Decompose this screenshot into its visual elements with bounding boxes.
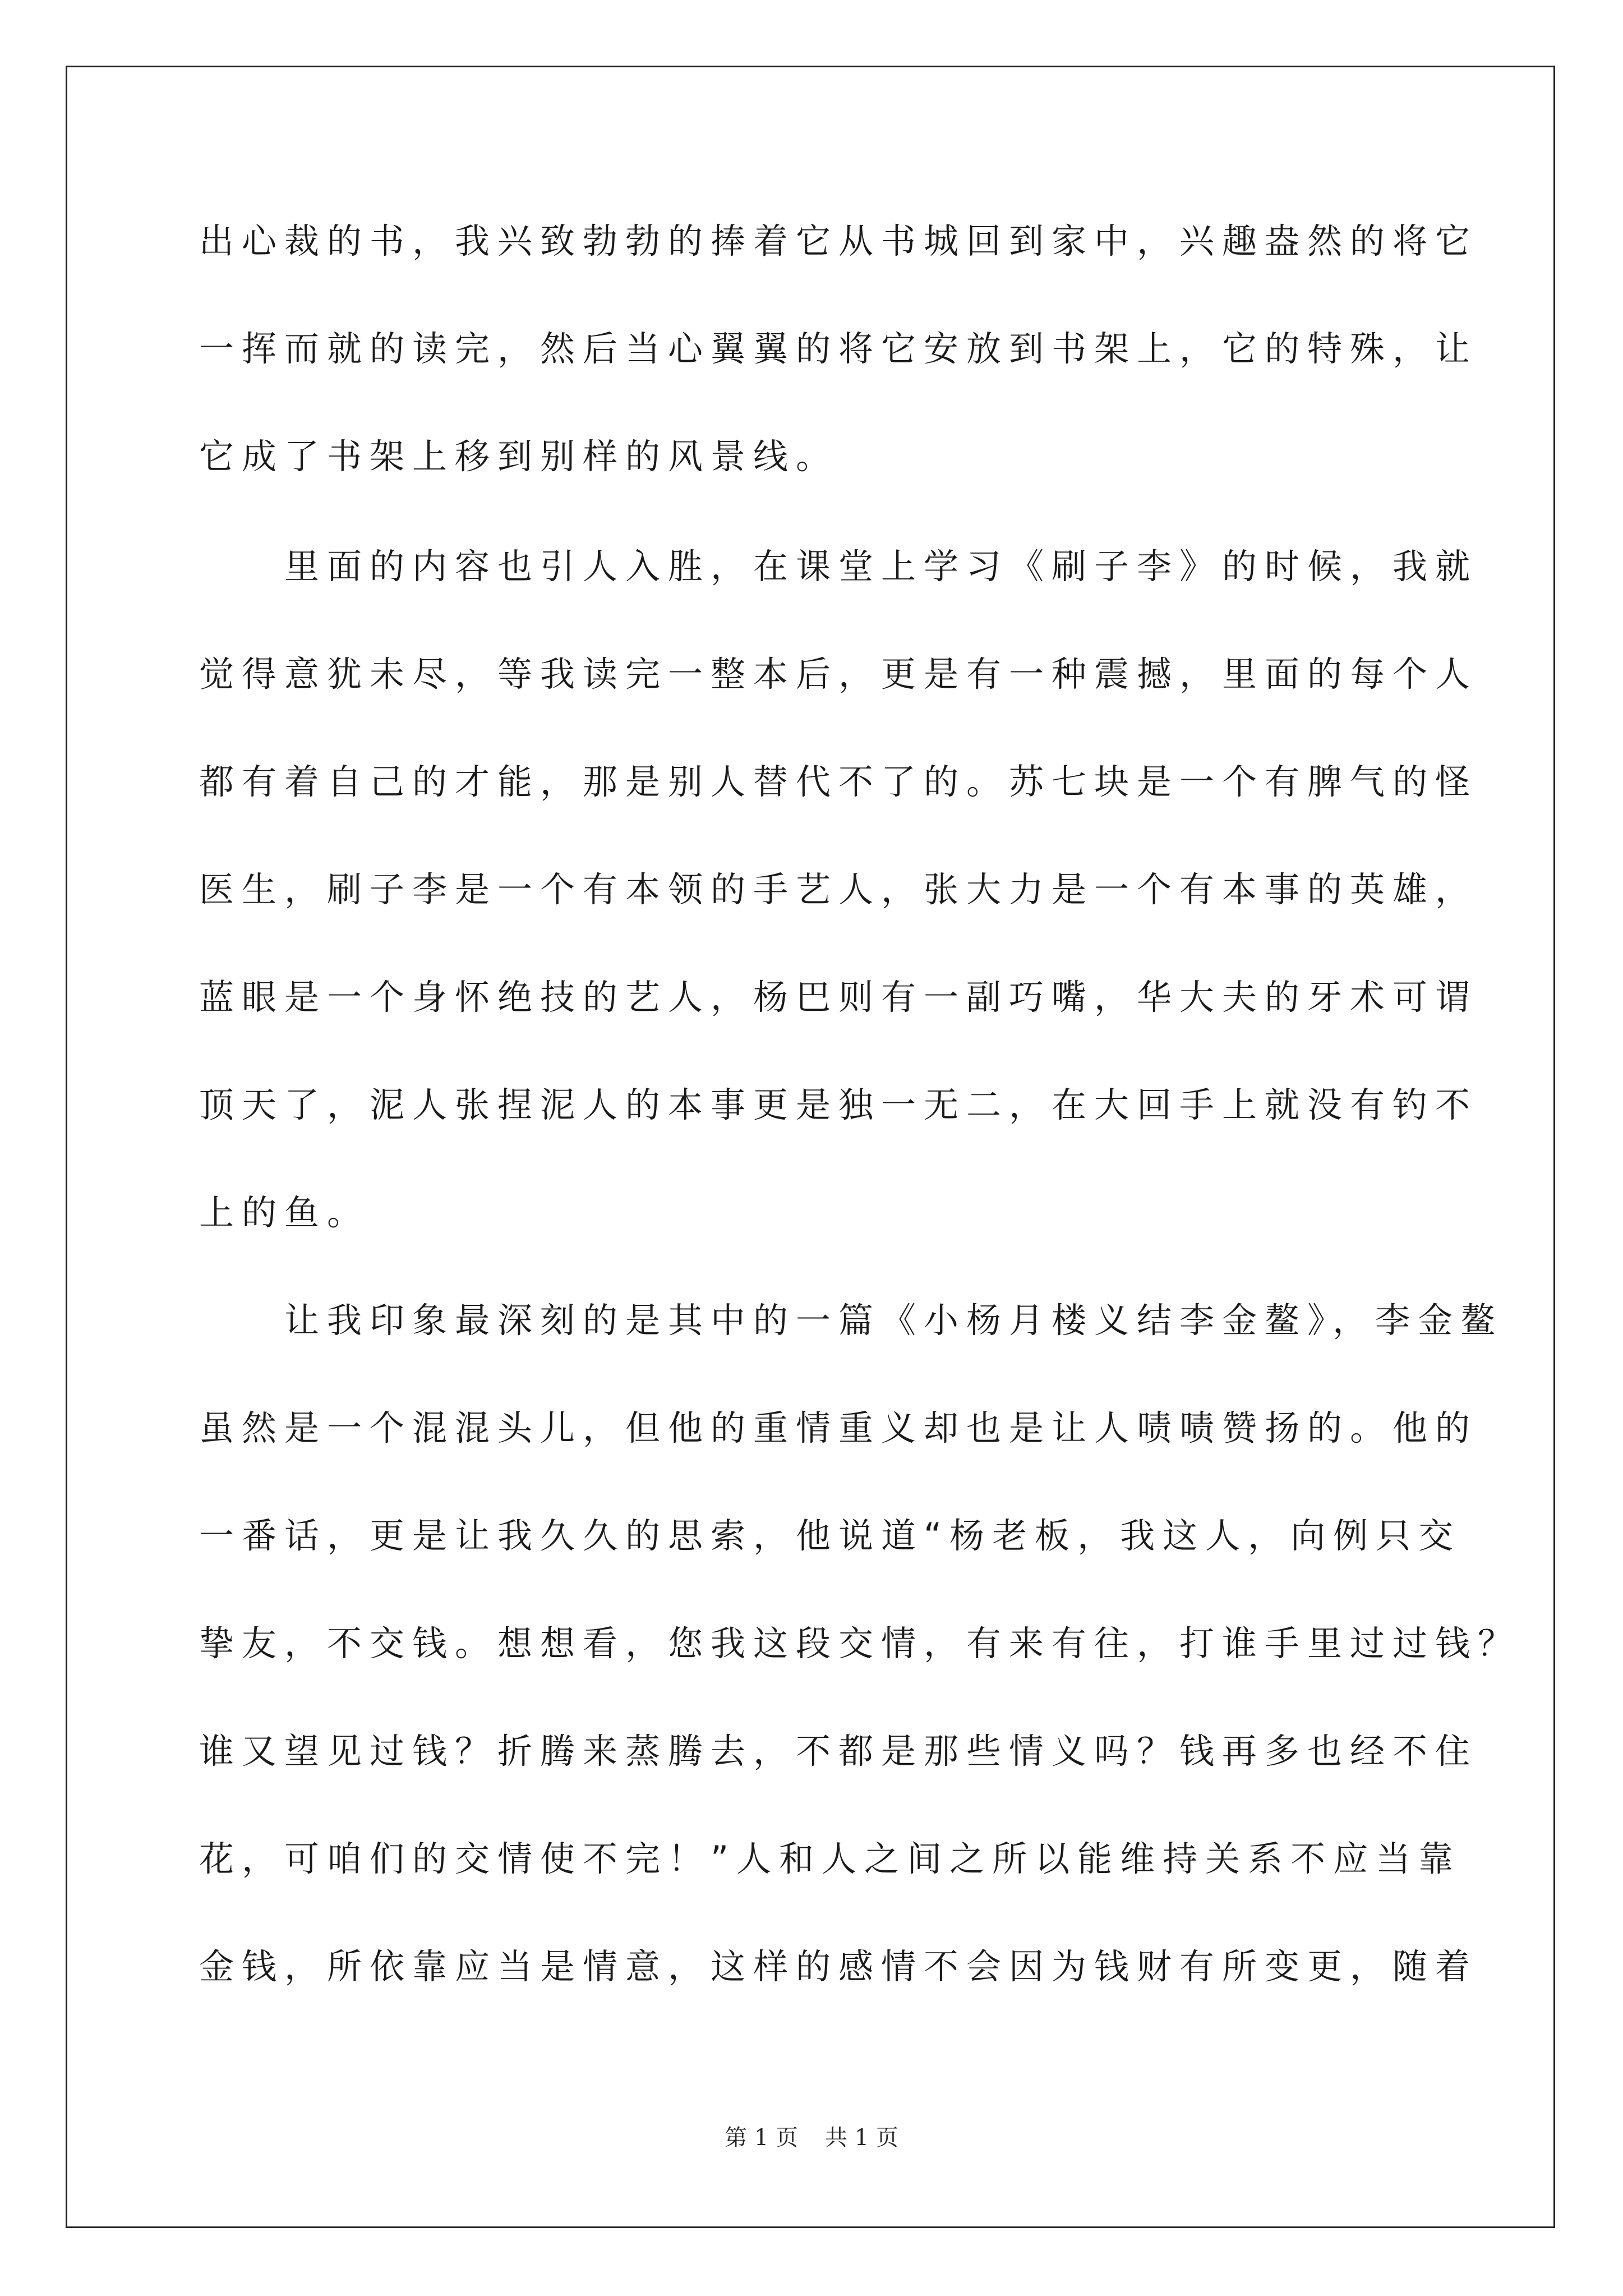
text-line-10: 上的鱼。 <box>199 1192 370 1233</box>
text-line-11: 让我印象最深刻的是其中的一篇《小杨月楼义结李金鳌》，李金鳌 <box>199 1300 1504 1341</box>
text-line-14: 挚友，不交钱。想想看，您我这段交情，有来有往，打谁手里过过钱？ <box>199 1623 1521 1664</box>
text-line-3: 它成了书架上移到别样的风景线。 <box>199 436 839 477</box>
text-line-15: 谁又望见过钱？折腾来蒸腾去，不都是那些情义吗？钱再多也经不住 <box>199 1731 1478 1772</box>
text-line-9: 顶天了，泥人张捏泥人的本事更是独一无二，在大回手上就没有钓不 <box>199 1084 1478 1125</box>
text-line-1: 出心裁的书，我兴致勃勃的捧着它从书城回到家中，兴趣盎然的将它 <box>199 220 1478 261</box>
page-number: 第 1 页 <box>725 2125 798 2151</box>
page-footer <box>0 2124 1623 2152</box>
page-total: 共 1 页 <box>825 2125 898 2151</box>
text-line-17: 金钱，所依靠应当是情意，这样的感情不会因为钱财有所变更，随着 <box>199 1946 1478 1987</box>
text-line-5: 觉得意犹未尽，等我读完一整本后，更是有一种震撼，里面的每个人 <box>199 654 1478 694</box>
text-line-13: 一番话，更是让我久久的思索，他说道“杨老板，我这人，向例只交 <box>199 1515 1461 1556</box>
text-line-16: 花，可咱们的交情使不完！”人和人之间之所以能维持关系不应当靠 <box>199 1838 1461 1879</box>
text-line-4: 里面的内容也引人入胜，在课堂上学习《刷子李》的时候，我就 <box>199 546 1478 587</box>
text-line-12: 虽然是一个混混头儿，但他的重情重义却也是让人啧啧赞扬的。他的 <box>199 1407 1478 1448</box>
text-line-8: 蓝眼是一个身怀绝技的艺人，杨巴则有一副巧嘴，华大夫的牙术可谓 <box>199 977 1478 1018</box>
text-line-6: 都有着自己的才能，那是别人替代不了的。苏七块是一个有脾气的怪 <box>199 761 1478 802</box>
text-line-2: 一挥而就的读完，然后当心翼翼的将它安放到书架上，它的特殊，让 <box>199 328 1478 369</box>
text-line-7: 医生，刷子李是一个有本领的手艺人，张大力是一个有本事的英雄， <box>199 869 1478 910</box>
page-border <box>66 66 1555 2228</box>
